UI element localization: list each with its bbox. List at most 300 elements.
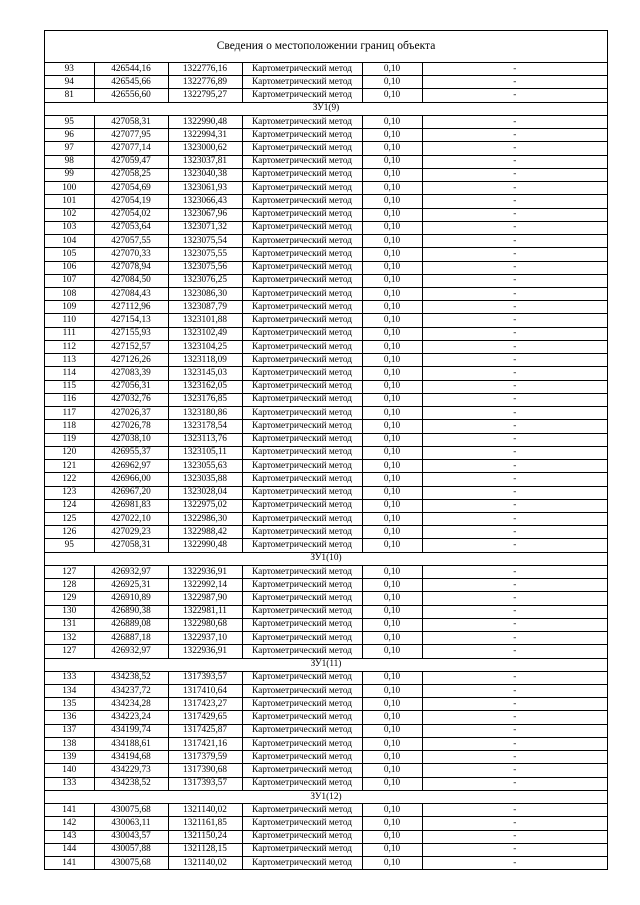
x-coordinate-cell: 427083,39 — [94, 367, 168, 380]
description-cell: - — [422, 393, 607, 406]
precision-cell: 0,10 — [362, 261, 422, 274]
method-cell: Картометрический метод — [242, 685, 362, 698]
precision-cell: 0,10 — [362, 565, 422, 578]
table-row — [45, 645, 607, 658]
x-coordinate-cell: 434223,24 — [94, 711, 168, 724]
table-row — [45, 817, 607, 830]
table-row — [45, 711, 607, 724]
precision-cell: 0,10 — [362, 512, 422, 525]
precision-cell: 0,10 — [362, 764, 422, 777]
y-coordinate-cell: 1323162,05 — [168, 380, 242, 393]
table-row — [45, 327, 607, 340]
x-coordinate-cell: 427058,31 — [94, 539, 168, 552]
method-cell: Картометрический метод — [242, 512, 362, 525]
y-coordinate-cell: 1323104,25 — [168, 340, 242, 353]
precision-cell: 0,10 — [362, 354, 422, 367]
precision-cell: 0,10 — [362, 327, 422, 340]
method-cell: Картометрический метод — [242, 592, 362, 605]
coordinates-table-body — [45, 63, 607, 869]
method-cell: Картометрический метод — [242, 804, 362, 817]
method-cell: Картометрический метод — [242, 460, 362, 473]
table-row — [45, 301, 607, 314]
table-row — [45, 380, 607, 393]
table-row — [45, 685, 607, 698]
method-cell: Картометрический метод — [242, 486, 362, 499]
y-coordinate-cell: 1323118,09 — [168, 354, 242, 367]
table-row — [45, 857, 607, 870]
point-number-cell: 132 — [45, 632, 94, 645]
method-cell: Картометрический метод — [242, 817, 362, 830]
method-cell: Картометрический метод — [242, 248, 362, 261]
y-coordinate-cell: 1322990,48 — [168, 539, 242, 552]
description-cell: - — [422, 433, 607, 446]
x-coordinate-cell: 434199,74 — [94, 724, 168, 737]
section-header-row — [45, 552, 607, 565]
table-row — [45, 512, 607, 525]
description-cell: - — [422, 208, 607, 221]
table-row — [45, 671, 607, 684]
description-cell: - — [422, 724, 607, 737]
table-row — [45, 618, 607, 631]
method-cell: Картометрический метод — [242, 420, 362, 433]
x-coordinate-cell: 434238,52 — [94, 671, 168, 684]
description-cell: - — [422, 737, 607, 750]
precision-cell: 0,10 — [362, 817, 422, 830]
x-coordinate-cell: 427032,76 — [94, 393, 168, 406]
point-number-cell: 133 — [45, 777, 94, 790]
description-cell: - — [422, 340, 607, 353]
x-coordinate-cell: 426556,60 — [94, 89, 168, 102]
section-label: ЗУ1(12) — [45, 790, 607, 803]
table-row — [45, 287, 607, 300]
y-coordinate-cell: 1323066,43 — [168, 195, 242, 208]
x-coordinate-cell: 426967,20 — [94, 486, 168, 499]
section-header-row — [45, 102, 607, 115]
description-cell: - — [422, 287, 607, 300]
method-cell: Картометрический метод — [242, 830, 362, 843]
y-coordinate-cell: 1323101,88 — [168, 314, 242, 327]
point-number-cell: 136 — [45, 711, 94, 724]
table-row — [45, 314, 607, 327]
precision-cell: 0,10 — [362, 248, 422, 261]
precision-cell: 0,10 — [362, 711, 422, 724]
y-coordinate-cell: 1317425,87 — [168, 724, 242, 737]
y-coordinate-cell: 1323086,30 — [168, 287, 242, 300]
point-number-cell: 131 — [45, 618, 94, 631]
coordinates-table — [45, 63, 607, 869]
method-cell: Картометрический метод — [242, 182, 362, 195]
y-coordinate-cell: 1322988,42 — [168, 526, 242, 539]
section-label: ЗУ1(11) — [45, 658, 607, 671]
table-row — [45, 168, 607, 181]
point-number-cell: 138 — [45, 737, 94, 750]
x-coordinate-cell: 427152,57 — [94, 340, 168, 353]
point-number-cell: 144 — [45, 843, 94, 856]
precision-cell: 0,10 — [362, 499, 422, 512]
x-coordinate-cell: 427059,47 — [94, 155, 168, 168]
precision-cell: 0,10 — [362, 737, 422, 750]
table-row — [45, 605, 607, 618]
description-cell: - — [422, 314, 607, 327]
method-cell: Картометрический метод — [242, 526, 362, 539]
point-number-cell: 99 — [45, 168, 94, 181]
precision-cell: 0,10 — [362, 301, 422, 314]
precision-cell: 0,10 — [362, 115, 422, 128]
method-cell: Картометрический метод — [242, 314, 362, 327]
method-cell: Картометрический метод — [242, 195, 362, 208]
description-cell: - — [422, 274, 607, 287]
y-coordinate-cell: 1322980,68 — [168, 618, 242, 631]
description-cell: - — [422, 460, 607, 473]
description-cell: - — [422, 261, 607, 274]
method-cell: Картометрический метод — [242, 843, 362, 856]
method-cell: Картометрический метод — [242, 76, 362, 89]
precision-cell: 0,10 — [362, 287, 422, 300]
point-number-cell: 121 — [45, 460, 94, 473]
method-cell: Картометрический метод — [242, 287, 362, 300]
point-number-cell: 127 — [45, 565, 94, 578]
x-coordinate-cell: 427026,78 — [94, 420, 168, 433]
precision-cell: 0,10 — [362, 857, 422, 870]
point-number-cell: 135 — [45, 698, 94, 711]
x-coordinate-cell: 427054,69 — [94, 182, 168, 195]
description-cell: - — [422, 115, 607, 128]
x-coordinate-cell: 426545,66 — [94, 76, 168, 89]
method-cell: Картометрический метод — [242, 115, 362, 128]
x-coordinate-cell: 427154,13 — [94, 314, 168, 327]
point-number-cell: 101 — [45, 195, 94, 208]
y-coordinate-cell: 1322776,16 — [168, 63, 242, 76]
x-coordinate-cell: 427056,31 — [94, 380, 168, 393]
table-row — [45, 393, 607, 406]
precision-cell: 0,10 — [362, 804, 422, 817]
table-row — [45, 830, 607, 843]
precision-cell: 0,10 — [362, 618, 422, 631]
method-cell: Картометрический метод — [242, 367, 362, 380]
method-cell: Картометрический метод — [242, 473, 362, 486]
y-coordinate-cell: 1321161,85 — [168, 817, 242, 830]
x-coordinate-cell: 426932,97 — [94, 565, 168, 578]
x-coordinate-cell: 427058,25 — [94, 168, 168, 181]
x-coordinate-cell: 426910,89 — [94, 592, 168, 605]
precision-cell: 0,10 — [362, 367, 422, 380]
x-coordinate-cell: 427155,93 — [94, 327, 168, 340]
description-cell: - — [422, 618, 607, 631]
point-number-cell: 93 — [45, 63, 94, 76]
x-coordinate-cell: 426889,08 — [94, 618, 168, 631]
method-cell: Картометрический метод — [242, 208, 362, 221]
description-cell: - — [422, 168, 607, 181]
table-row — [45, 592, 607, 605]
method-cell: Картометрический метод — [242, 168, 362, 181]
method-cell: Картометрический метод — [242, 724, 362, 737]
x-coordinate-cell: 430043,57 — [94, 830, 168, 843]
precision-cell: 0,10 — [362, 830, 422, 843]
description-cell: - — [422, 76, 607, 89]
precision-cell: 0,10 — [362, 393, 422, 406]
method-cell: Картометрический метод — [242, 764, 362, 777]
precision-cell: 0,10 — [362, 420, 422, 433]
description-cell: - — [422, 354, 607, 367]
y-coordinate-cell: 1322936,91 — [168, 565, 242, 578]
description-cell: - — [422, 698, 607, 711]
table-row — [45, 76, 607, 89]
method-cell: Картометрический метод — [242, 221, 362, 234]
point-number-cell: 107 — [45, 274, 94, 287]
method-cell: Картометрический метод — [242, 274, 362, 287]
y-coordinate-cell: 1323037,81 — [168, 155, 242, 168]
point-number-cell: 119 — [45, 433, 94, 446]
point-number-cell: 141 — [45, 804, 94, 817]
point-number-cell: 120 — [45, 446, 94, 459]
y-coordinate-cell: 1322987,90 — [168, 592, 242, 605]
table-row — [45, 433, 607, 446]
method-cell: Картометрический метод — [242, 340, 362, 353]
method-cell: Картометрический метод — [242, 235, 362, 248]
method-cell: Картометрический метод — [242, 632, 362, 645]
description-cell: - — [422, 446, 607, 459]
point-number-cell: 141 — [45, 857, 94, 870]
table-row — [45, 340, 607, 353]
precision-cell: 0,10 — [362, 843, 422, 856]
precision-cell: 0,10 — [362, 777, 422, 790]
point-number-cell: 111 — [45, 327, 94, 340]
y-coordinate-cell: 1323105,11 — [168, 446, 242, 459]
y-coordinate-cell: 1323076,25 — [168, 274, 242, 287]
y-coordinate-cell: 1323061,93 — [168, 182, 242, 195]
y-coordinate-cell: 1322776,89 — [168, 76, 242, 89]
table-row — [45, 724, 607, 737]
precision-cell: 0,10 — [362, 182, 422, 195]
method-cell: Картометрический метод — [242, 605, 362, 618]
precision-cell: 0,10 — [362, 221, 422, 234]
description-cell: - — [422, 63, 607, 76]
x-coordinate-cell: 427026,37 — [94, 407, 168, 420]
method-cell: Картометрический метод — [242, 433, 362, 446]
description-cell: - — [422, 248, 607, 261]
x-coordinate-cell: 434238,52 — [94, 777, 168, 790]
precision-cell: 0,10 — [362, 274, 422, 287]
method-cell: Картометрический метод — [242, 301, 362, 314]
y-coordinate-cell: 1317421,16 — [168, 737, 242, 750]
description-cell: - — [422, 843, 607, 856]
precision-cell: 0,10 — [362, 314, 422, 327]
point-number-cell: 95 — [45, 115, 94, 128]
y-coordinate-cell: 1317393,57 — [168, 777, 242, 790]
precision-cell: 0,10 — [362, 592, 422, 605]
x-coordinate-cell: 427029,23 — [94, 526, 168, 539]
point-number-cell: 123 — [45, 486, 94, 499]
method-cell: Картометрический метод — [242, 579, 362, 592]
x-coordinate-cell: 426955,37 — [94, 446, 168, 459]
point-number-cell: 133 — [45, 671, 94, 684]
method-cell: Картометрический метод — [242, 407, 362, 420]
point-number-cell: 81 — [45, 89, 94, 102]
precision-cell: 0,10 — [362, 168, 422, 181]
table-row — [45, 579, 607, 592]
description-cell: - — [422, 89, 607, 102]
x-coordinate-cell: 434188,61 — [94, 737, 168, 750]
precision-cell: 0,10 — [362, 208, 422, 221]
precision-cell: 0,10 — [362, 698, 422, 711]
y-coordinate-cell: 1323075,54 — [168, 235, 242, 248]
precision-cell: 0,10 — [362, 195, 422, 208]
description-cell: - — [422, 235, 607, 248]
x-coordinate-cell: 426966,00 — [94, 473, 168, 486]
x-coordinate-cell: 430063,11 — [94, 817, 168, 830]
point-number-cell: 110 — [45, 314, 94, 327]
description-cell: - — [422, 486, 607, 499]
table-row — [45, 89, 607, 102]
description-cell: - — [422, 473, 607, 486]
table-row — [45, 499, 607, 512]
x-coordinate-cell: 426887,18 — [94, 632, 168, 645]
description-cell: - — [422, 420, 607, 433]
x-coordinate-cell: 434234,28 — [94, 698, 168, 711]
description-cell: - — [422, 512, 607, 525]
x-coordinate-cell: 426962,97 — [94, 460, 168, 473]
y-coordinate-cell: 1322937,10 — [168, 632, 242, 645]
description-cell: - — [422, 182, 607, 195]
x-coordinate-cell: 427084,43 — [94, 287, 168, 300]
method-cell: Картометрический метод — [242, 539, 362, 552]
point-number-cell: 114 — [45, 367, 94, 380]
x-coordinate-cell: 427084,50 — [94, 274, 168, 287]
point-number-cell: 104 — [45, 235, 94, 248]
description-cell: - — [422, 499, 607, 512]
table-row — [45, 142, 607, 155]
description-cell: - — [422, 526, 607, 539]
x-coordinate-cell: 427078,94 — [94, 261, 168, 274]
table-row — [45, 539, 607, 552]
point-number-cell: 100 — [45, 182, 94, 195]
precision-cell: 0,10 — [362, 340, 422, 353]
point-number-cell: 118 — [45, 420, 94, 433]
method-cell: Картометрический метод — [242, 737, 362, 750]
point-number-cell: 139 — [45, 751, 94, 764]
table-row — [45, 115, 607, 128]
description-cell: - — [422, 671, 607, 684]
point-number-cell: 113 — [45, 354, 94, 367]
description-cell: - — [422, 327, 607, 340]
method-cell: Картометрический метод — [242, 393, 362, 406]
point-number-cell: 106 — [45, 261, 94, 274]
description-cell: - — [422, 804, 607, 817]
precision-cell: 0,10 — [362, 89, 422, 102]
description-cell: - — [422, 380, 607, 393]
precision-cell: 0,10 — [362, 724, 422, 737]
point-number-cell: 115 — [45, 380, 94, 393]
method-cell: Картометрический метод — [242, 751, 362, 764]
point-number-cell: 122 — [45, 473, 94, 486]
x-coordinate-cell: 426981,83 — [94, 499, 168, 512]
description-cell: - — [422, 221, 607, 234]
y-coordinate-cell: 1323040,38 — [168, 168, 242, 181]
method-cell: Картометрический метод — [242, 446, 362, 459]
x-coordinate-cell: 427057,55 — [94, 235, 168, 248]
table-row — [45, 473, 607, 486]
table-row — [45, 526, 607, 539]
method-cell: Картометрический метод — [242, 261, 362, 274]
y-coordinate-cell: 1323071,32 — [168, 221, 242, 234]
y-coordinate-cell: 1323176,85 — [168, 393, 242, 406]
method-cell: Картометрический метод — [242, 354, 362, 367]
method-cell: Картометрический метод — [242, 711, 362, 724]
y-coordinate-cell: 1321140,02 — [168, 857, 242, 870]
description-cell: - — [422, 685, 607, 698]
point-number-cell: 134 — [45, 685, 94, 698]
method-cell: Картометрический метод — [242, 155, 362, 168]
precision-cell: 0,10 — [362, 129, 422, 142]
method-cell: Картометрический метод — [242, 142, 362, 155]
y-coordinate-cell: 1322936,91 — [168, 645, 242, 658]
point-number-cell: 127 — [45, 645, 94, 658]
x-coordinate-cell: 427053,64 — [94, 221, 168, 234]
precision-cell: 0,10 — [362, 539, 422, 552]
y-coordinate-cell: 1323067,96 — [168, 208, 242, 221]
description-cell: - — [513, 857, 517, 868]
y-coordinate-cell: 1317410,64 — [168, 685, 242, 698]
y-coordinate-cell: 1322795,27 — [168, 89, 242, 102]
table-row — [45, 182, 607, 195]
section-header-row — [45, 658, 607, 671]
table-row — [45, 804, 607, 817]
x-coordinate-cell: 427077,95 — [94, 129, 168, 142]
precision-cell: 0,10 — [362, 155, 422, 168]
table-row — [45, 407, 607, 420]
table-row — [45, 777, 607, 790]
table-row — [45, 129, 607, 142]
x-coordinate-cell: 426925,31 — [94, 579, 168, 592]
y-coordinate-cell: 1317390,68 — [168, 764, 242, 777]
description-cell: - — [422, 830, 607, 843]
x-coordinate-cell: 434229,73 — [94, 764, 168, 777]
coordinates-table-sheet — [44, 30, 608, 870]
y-coordinate-cell: 1322975,02 — [168, 499, 242, 512]
precision-cell: 0,10 — [362, 407, 422, 420]
y-coordinate-cell: 1322990,48 — [168, 115, 242, 128]
description-cell: - — [422, 817, 607, 830]
y-coordinate-cell: 1321128,15 — [168, 843, 242, 856]
y-coordinate-cell: 1323000,62 — [168, 142, 242, 155]
point-number-cell: 109 — [45, 301, 94, 314]
x-coordinate-cell: 427070,33 — [94, 248, 168, 261]
precision-cell: 0,10 — [362, 63, 422, 76]
table-row — [45, 698, 607, 711]
point-number-cell: 137 — [45, 724, 94, 737]
y-coordinate-cell: 1317429,65 — [168, 711, 242, 724]
precision-cell: 0,10 — [362, 685, 422, 698]
table-title: Сведения о местоположении границ объекта — [45, 31, 607, 63]
table-row — [45, 764, 607, 777]
x-coordinate-cell: 430057,88 — [94, 843, 168, 856]
y-coordinate-cell: 1322981,11 — [168, 605, 242, 618]
precision-cell: 0,10 — [362, 142, 422, 155]
table-row — [45, 274, 607, 287]
x-coordinate-cell: 427022,10 — [94, 512, 168, 525]
x-coordinate-cell: 427077,14 — [94, 142, 168, 155]
point-number-cell: 96 — [45, 129, 94, 142]
precision-cell: 0,10 — [362, 671, 422, 684]
x-coordinate-cell: 427112,96 — [94, 301, 168, 314]
point-number-cell: 124 — [45, 499, 94, 512]
x-coordinate-cell: 426544,16 — [94, 63, 168, 76]
table-row — [45, 63, 607, 76]
description-cell: - — [422, 605, 607, 618]
description-cell: - — [422, 129, 607, 142]
table-row — [45, 367, 607, 380]
table-row — [45, 632, 607, 645]
